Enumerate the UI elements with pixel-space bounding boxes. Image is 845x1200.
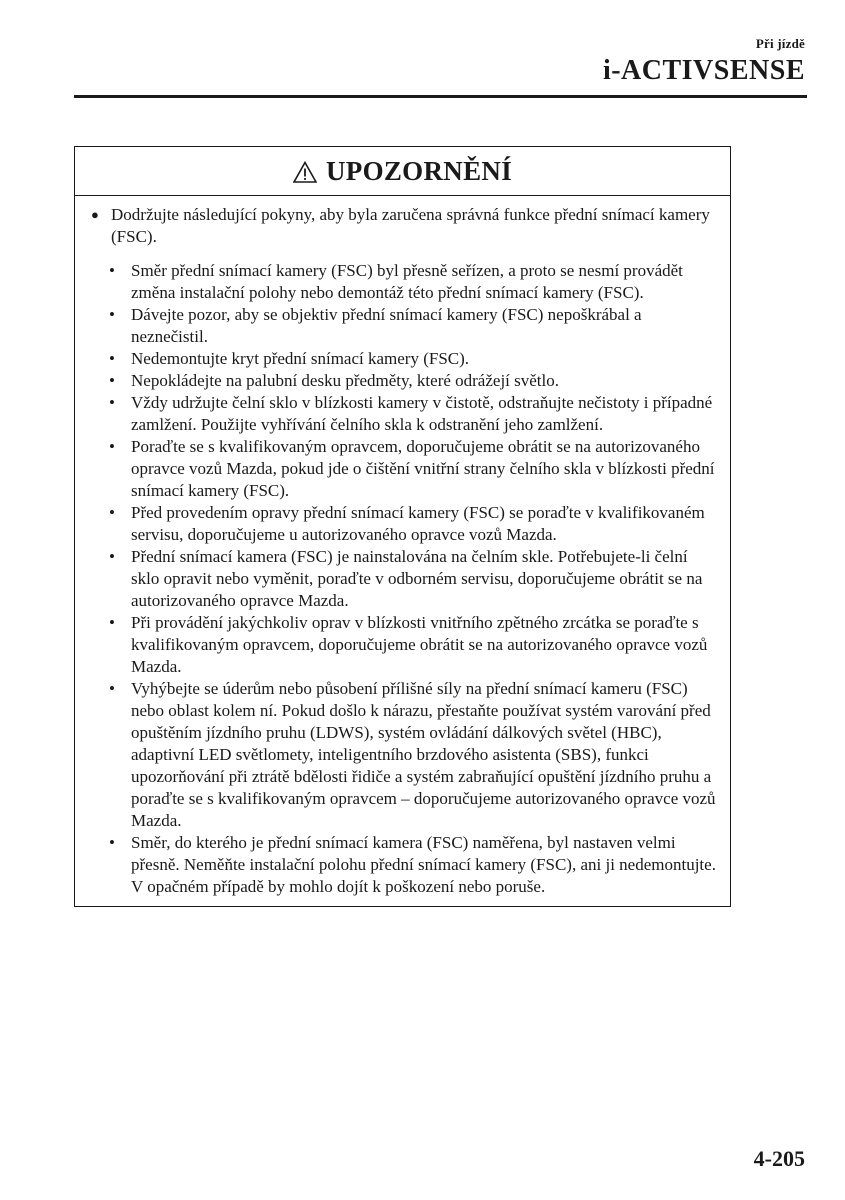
warning-title: UPOZORNĚNÍ (325, 155, 512, 186)
list-item (89, 304, 716, 348)
list-item (89, 392, 716, 436)
bullet-icon: • (109, 305, 115, 324)
warning-list (89, 260, 716, 898)
bullet-icon: • (109, 371, 115, 390)
list-item (89, 546, 716, 612)
bullet-icon: • (109, 547, 115, 566)
list-item-text: Poraďte se s kvalifikovaným opravcem, doporučujeme obrátit se na autorizovaného opravce vozů Mazda, pokud jde o čištění vnitřní strany čelního skla v blízkosti přední snímací kamery (FSC). (131, 437, 715, 500)
list-item (89, 348, 716, 370)
chapter-title: i-ACTIVSENSE (602, 55, 805, 86)
list-item-text: Nepokládejte na palubní desku předměty, které odrážejí světlo. (131, 371, 559, 390)
warning-intro-item (89, 204, 716, 248)
list-item-text: Při provádění jakýchkoliv oprav v blízkosti vnitřního zpětného zrcátka se poraďte s kvalifikovaným opravcem, doporučujeme obrátit se na autorizovaného opravce vozů Mazda. (131, 613, 708, 676)
list-item-text: Vyhýbejte se úderům nebo působení přílišné síly na přední snímací kameru (FSC) nebo oblast kolem ní. Pokud došlo k nárazu, přestaňte používat systém varování před opuštěním jízdního pruhu (LDWS), systém ovládání dálkových světel (HBC), adaptivní LED světlomety, inteligentního brzdového asistenta (SBS), funkci upozorňování při ztrátě bdělosti řidiče a systém zabraňující opuštění jízdního pruhu a poraďte se s kvalifikovaným opravcem – doporučujeme autorizovaného opravce vozů Mazda. (131, 679, 716, 830)
list-item (89, 436, 716, 502)
list-item-text: Směr, do kterého je přední snímací kamera (FSC) naměřena, byl nastaven velmi přesně. Neměňte instalační polohu přední snímací kamery (FSC), ani ji nedemontujte. V opačném případě by mohlo dojít k poškození nebo poruše. (131, 833, 716, 896)
warning-header (75, 147, 730, 196)
list-item-text: Dávejte pozor, aby se objektiv přední snímací kamery (FSC) nepoškrábal a neznečistil. (131, 305, 642, 346)
bullet-icon: • (109, 679, 115, 698)
list-item (89, 678, 716, 832)
list-item-text: Před provedením opravy přední snímací kamery (FSC) se poraďte v kvalifikovaném servisu, doporučujeme u autorizovaného opravce vozů Mazda. (131, 503, 705, 544)
bullet-icon: • (109, 393, 115, 412)
list-item (89, 370, 716, 392)
bullet-icon: • (109, 833, 115, 852)
page-number: 4-205 (753, 1146, 805, 1171)
bullet-icon: • (109, 613, 115, 632)
list-item-text: Přední snímací kamera (FSC) je nainstalována na čelním skle. Potřebujete-li čelní sklo opravit nebo vyměnit, poraďte v odborném servisu, doporučujeme obrátit se na autorizovaného opravce Mazda. (131, 547, 703, 610)
bullet-icon: • (109, 349, 115, 368)
bullet-icon: • (109, 503, 115, 522)
list-item-text: Vždy udržujte čelní sklo v blízkosti kamery v čistotě, odstraňujte nečistoty i případné zamlžení. Použijte vyhřívání čelního skla k odstranění jeho zamlžení. (131, 393, 713, 434)
section-label: Při jízdě (755, 36, 805, 51)
warning-box (74, 146, 731, 907)
header-rule (74, 95, 807, 98)
warning-triangle-icon (293, 161, 317, 183)
warning-body (75, 196, 730, 898)
list-item (89, 502, 716, 546)
list-item (89, 260, 716, 304)
warning-intro-text: Dodržujte následující pokyny, aby byla zaručena správná funkce přední snímací kamery (FSC). (111, 205, 710, 246)
bullet-icon: • (109, 261, 115, 280)
list-item-text: Nedemontujte kryt přední snímací kamery (FSC). (131, 349, 470, 368)
list-item (89, 612, 716, 678)
list-item-text: Směr přední snímací kamery (FSC) byl přesně seřízen, a proto se nesmí provádět změna instalační polohy nebo demontáž této přední snímací kamery (FSC). (131, 261, 683, 302)
list-item (89, 832, 716, 898)
bullet-icon: • (109, 437, 115, 456)
bullet-icon: ● (91, 207, 99, 222)
